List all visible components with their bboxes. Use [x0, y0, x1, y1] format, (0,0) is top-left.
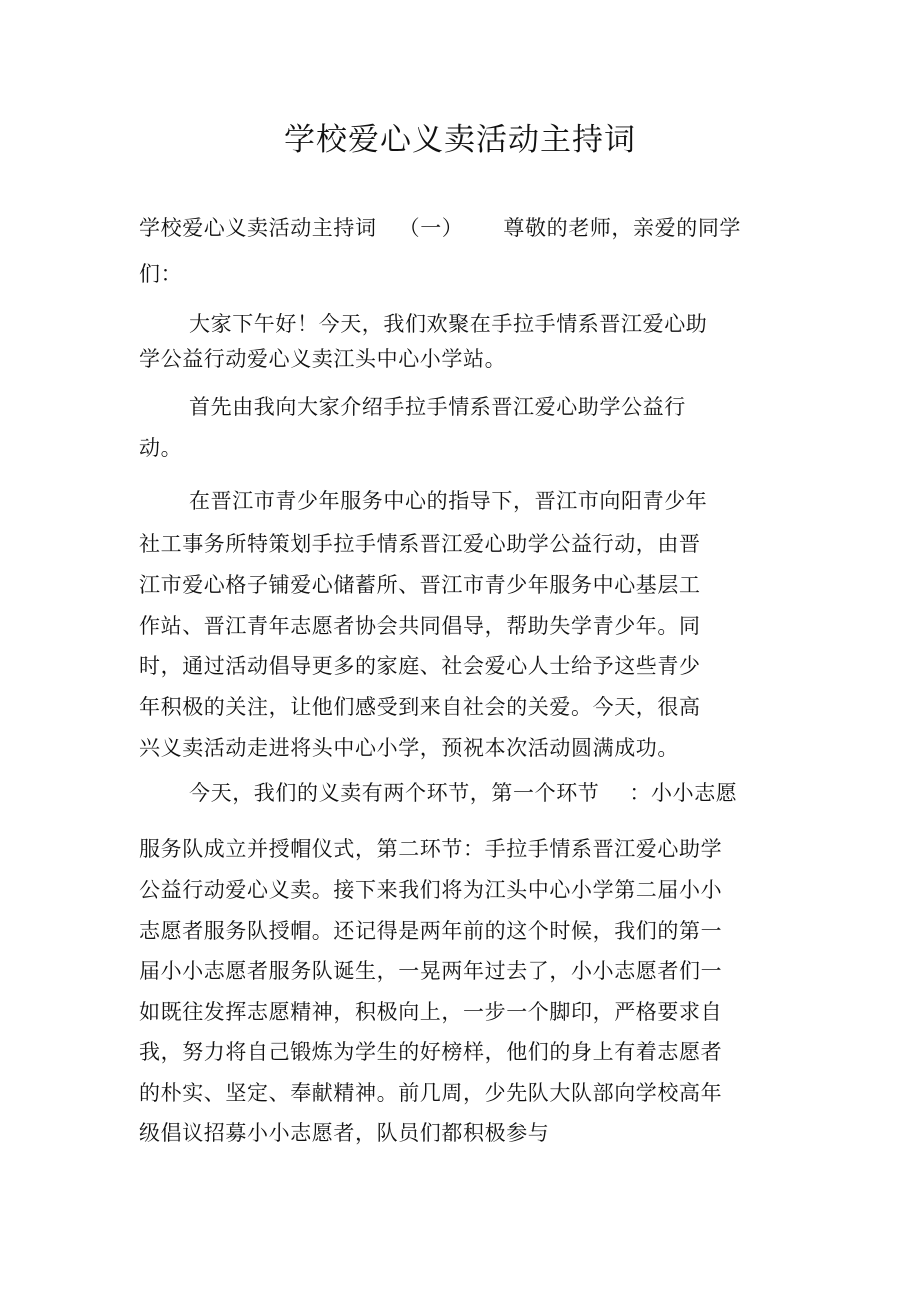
section-number: （一）: [398, 216, 464, 240]
paragraph-line: 首先由我向大家介绍手拉手情系晋江爱心助学公益行: [189, 395, 686, 419]
paragraph-line: 江市爱心格子铺爱心储蓄所、晋江市青少年服务中心基层工: [139, 573, 701, 597]
paragraph-line: 届小小志愿者服务队诞生，一晃两年过去了，小小志愿者们一: [139, 959, 723, 983]
paragraph-line: 在晋江市青少年服务中心的指导下，晋江市向阳青少年: [189, 489, 708, 513]
paragraph-line: 如既往发挥志愿精神，积极向上，一步一个脚印，严格要求自: [139, 1000, 723, 1024]
paragraph-line: 时，通过活动倡导更多的家庭、社会爱心人士给予这些青少: [139, 654, 701, 678]
heading-line: [139, 213, 741, 243]
paragraph-line: 级倡议招募小小志愿者，队员们都积极参与: [139, 1121, 550, 1145]
paragraph-line: 公益行动爱心义卖。接下来我们将为江头中心小学第二届小小: [139, 878, 723, 902]
document-title: 学校爱心义卖活动主持词: [284, 122, 636, 158]
paragraph-line: 服务队成立并授帽仪式，第二环节：手拉手情系晋江爱心助学: [139, 837, 723, 861]
greeting-text: 尊敬的老师，亲爱的同学: [503, 216, 742, 240]
paragraph-line: 志愿者服务队授帽。还记得是两年前的这个时候，我们的第一: [139, 919, 723, 943]
paragraph-line: 我，努力将自己锻炼为学生的好榜样，他们的身上有着志愿者: [139, 1040, 723, 1064]
split-line-part2: ：小小志愿: [629, 781, 738, 805]
paragraph-line: 大家下午好！今天，我们欢聚在手拉手情系晋江爱心助: [189, 312, 708, 336]
paragraph-line: [189, 778, 737, 808]
paragraph-line: 的朴实、坚定、奉献精神。前几周，少先队大队部向学校高年: [139, 1081, 723, 1105]
section-title: 学校爱心义卖活动主持词: [139, 216, 377, 240]
paragraph-line: 学公益行动爱心义卖江头中心小学站。: [139, 347, 507, 371]
paragraph-line: 动。: [139, 436, 183, 460]
paragraph-line: 作站、晋江青年志愿者协会共同倡导，帮助失学青少年。同: [139, 614, 701, 638]
paragraph-line: 社工事务所特策划手拉手情系晋江爱心助学公益行动，由晋: [139, 532, 701, 556]
split-line-part1: 今天，我们的义卖有两个环节，第一个环节: [189, 781, 600, 805]
paragraph-line: 兴义卖活动走进将头中心小学，预祝本次活动圆满成功。: [139, 736, 679, 760]
paragraph-line: 年积极的关注，让他们感受到来自社会的关爱。今天，很高: [139, 695, 701, 719]
paragraph-line: 们：: [139, 262, 183, 286]
